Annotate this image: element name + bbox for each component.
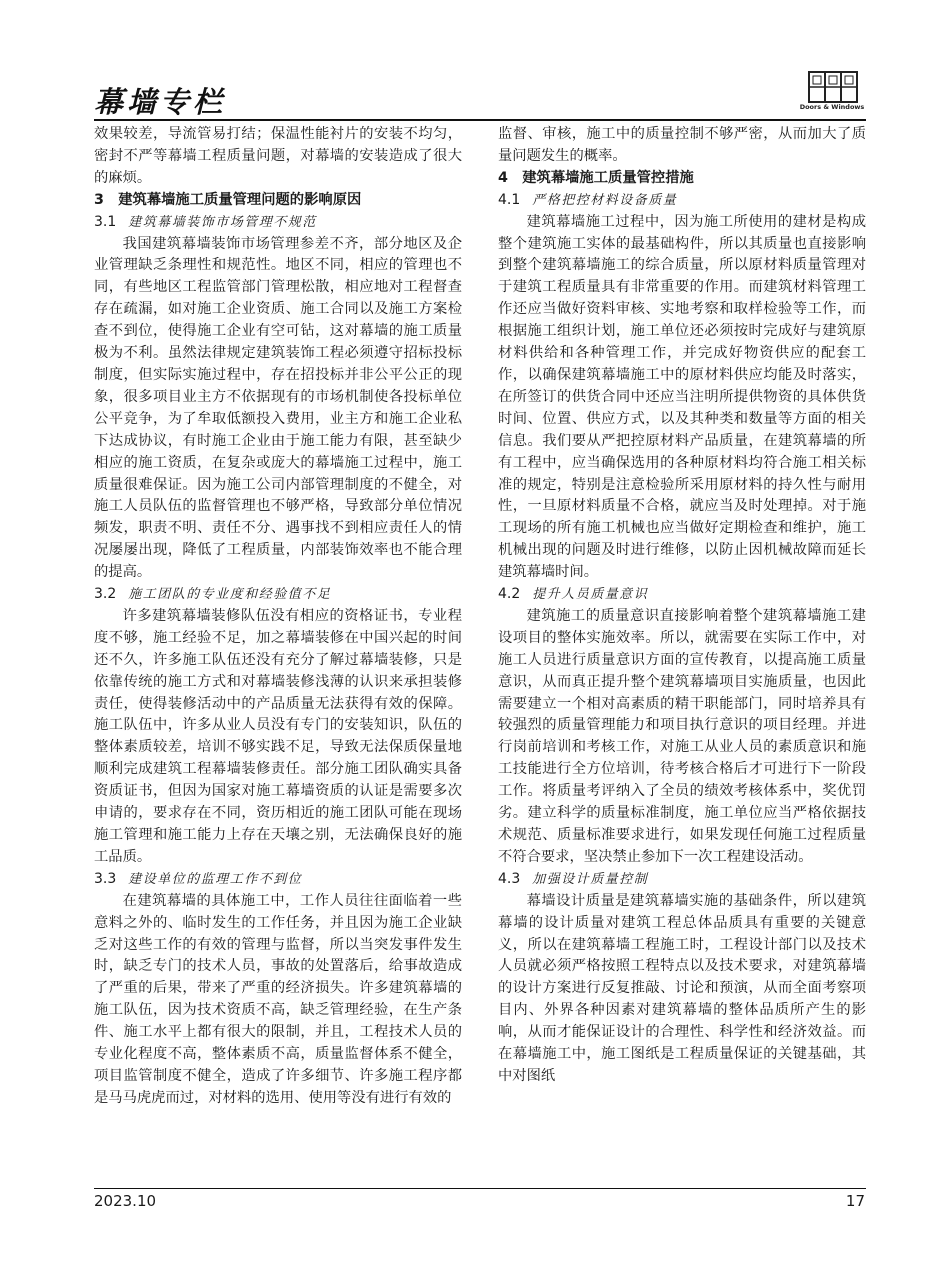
column-title: 幕墙专栏 bbox=[94, 85, 227, 119]
section-4-1-paragraph: 建筑幕墙施工过程中，因为施工所使用的建材是构成整个建筑施工实体的最基础构件，所以其质量也直接影响到整个建筑幕墙施工的综合质量，所以原材料质量管理对于建筑工程质量具有非常重要的作用。而建筑材料管理工作还应当做好资料审核、实地考察和取样检验等工作，而根据施工组织计划，施工单位还必须按时完成好与建筑原材料供给和各种管理工作，并完成好物资供应的配套工作，以确保建筑幕墙施工中的原材料供应均能及时落实，在所签订的供货合同中还应当注明所提供物资的具体供货时间、位置、供应方式，以及其种类和数量等方面的相关信息。我们要从严把控原材料产品质量，在建筑幕墙的所有工程中，应当确保选用的各种原材料均符合施工相关标准的规定，特别是注意检验所采用原材料的持久性与耐用性，一旦原材料质量不合格，就应当及时处理掉。对于施工现场的所有施工机械也应当做好定期检查和维护，施工机械出现的问题及时进行维修，以防止因机械故障而延长建筑幕墙时间。 bbox=[498, 213, 866, 581]
section-4-2-paragraph: 建筑施工的质量意识直接影响着整个建筑幕墙施工建设项目的整体实施效率。所以，就需要在实际工作中，对施工人员进行质量意识方面的宣传教育，以提高施工质量意识，从而真正提升整个建筑幕墙项目实施质量，也因此需要建立一个相对高素质的精干职能部门，同时培养具有较强烈的质量管理能力和项目执行意识的项目经理。并进行岗前培训和考核工作，对施工从业人员的素质意识和施工技能进行全方位培训，待考核合格后才可进行下一阶段工作。将质量考评纳入了全员的绩效考核体系中，奖优罚劣。建立科学的质量标准制度，施工单位应当严格依据技术规范、质量标准要求进行，如果发现任何施工过程质量不符合要求，坚决禁止参加下一次工程建设活动。 bbox=[498, 607, 866, 865]
page-number: 17 bbox=[845, 1192, 865, 1210]
section-number: 4.1 bbox=[498, 191, 521, 208]
section-title: 施工团队的专业度和经验值不足 bbox=[128, 587, 332, 603]
section-4-1-heading bbox=[498, 190, 866, 212]
section-4-3-paragraph: 幕墙设计质量是建筑幕墙实施的基础条件，所以建筑幕墙的设计质量对建筑工程总体品质具有重要的关键意义，所以在建筑幕墙工程施工时，工程设计部门以及技术人员就必须严格按照工程特点以及技术要求，对建筑幕墙的设计方案进行反复推敲、讨论和预演，从而全面考察项目内、外界各种因素对建筑幕墙的整体品质所产生的影响，从而才能保证设计的合理性、科学性和经济效益。而在幕墙施工中，施工图纸是工程质量保证的关键基础，其中对图纸 bbox=[498, 892, 866, 1084]
section-3-2-paragraph: 许多建筑幕墙装修队伍没有相应的资格证书，专业程度不够，施工经验不足，加之幕墙装修在中国兴起的时间还不久，许多施工队伍还没有充分了解过幕墙装修，只是依靠传统的施工方式和对幕墙装修浅薄的认识来承担装修责任，使得装修活动中的产品质量无法获得有效的保障。施工队伍中，许多从业人员没有专门的安装知识，队伍的整体素质较差，培训不够实践不足，导致无法保质保量地顺利完成建筑工程幕墙装修责任。部分施工团队确实具备资质证书，但因为国家对施工幕墙资质的认证是需要多次申请的，要求存在不同，资历相近的施工团队可能在现场施工管理和施工能力上存在天壤之别，无法确保良好的施工品质。 bbox=[94, 607, 462, 865]
issue-date: 2023.10 bbox=[94, 1192, 157, 1210]
section-title: 提升人员质量意识 bbox=[532, 587, 649, 603]
header-rule bbox=[94, 119, 866, 121]
section-3-heading: 3 建筑幕墙施工质量管理问题的影响原因 bbox=[94, 191, 362, 208]
section-number: 4.2 bbox=[498, 586, 521, 603]
section-3-1-paragraph: 我国建筑幕墙装饰市场管理参差不齐，部分地区及企业管理缺乏条理性和规范性。地区不同，相应的管理也不同，有些地区工程监管部门管理松散，相应地对工程督查存在疏漏，如对施工企业资质、施工合同以及施工方案检查不到位，使得施工企业有空可钻，这对幕墙的施工质量极为不利。虽然法律规定建筑装饰工程必须遵守招标投标制度，但实际实施过程中，存在招投标并非公平公正的现象，很多项目业主方不依据现有的市场机制使各投标单位公平竞争，为了牟取低额投入费用，业主方和施工企业私下达成协议，有时施工企业由于施工能力有限，甚至缺少相应的施工资质，在复杂或庞大的幕墙施工过程中，施工质量很难保证。因为施工公司内部管理制度的不健全，对施工人员队伍的监督管理也不够严格，导致部分单位情况频发，职责不明、责任不分、遇事找不到相应责任人的情况屡屡出现，降低了工程质量，内部装饰效率也不能合理的提高。 bbox=[94, 235, 462, 581]
section-number: 4.3 bbox=[498, 870, 521, 887]
section-3-3-heading bbox=[94, 869, 462, 891]
section-3-3-paragraph: 在建筑幕墙的具体施工中，工作人员往往面临着一些意料之外的、临时发生的工作任务，并且因为施工企业缺乏对这些工作的有效的管理与监督，所以当突发事件发生时，缺乏专门的技术人员，事故的处置落后，给事故造成了严重的后果，带来了严重的经济损失。许多建筑幕墙的施工队伍，因为技术资质不高，缺乏管理经验，在生产条件、施工水平上都有很大的限制，并且，工程技术人员的专业化程度不高，整体素质不高，质量监督体系不健全，项目监管制度不健全，造成了许多细节、许多施工程序都是马马虎虎而过，对材料的选用、使用等没有进行有效的 bbox=[94, 892, 462, 1106]
section-title: 加强设计质量控制 bbox=[532, 871, 649, 887]
section-3-1-heading bbox=[94, 212, 462, 234]
section-number: 3.3 bbox=[94, 870, 117, 887]
section-4-2-heading bbox=[498, 584, 866, 606]
section-title: 建筑幕墙装饰市场管理不规范 bbox=[128, 214, 317, 230]
right-column bbox=[498, 124, 866, 1088]
left-column bbox=[94, 124, 462, 1110]
paragraph-continued: 效果较差，导流管易打结；保温性能衬片的安装不均匀，密封不严等幕墙工程质量问题，对幕墙的安装造成了很大的麻烦。 bbox=[94, 126, 462, 186]
footer-rule bbox=[94, 1188, 866, 1189]
logo-text: Doors & Windows bbox=[799, 103, 865, 111]
page-header bbox=[0, 0, 950, 120]
section-number: 3.2 bbox=[94, 586, 117, 603]
section-number: 3.1 bbox=[94, 213, 117, 230]
section-title: 严格把控材料设备质量 bbox=[532, 192, 678, 208]
section-4-heading: 4 建筑幕墙施工质量管控措施 bbox=[498, 169, 694, 186]
section-title: 建设单位的监理工作不到位 bbox=[128, 871, 303, 887]
paragraph-continued: 监督、审核，施工中的质量控制不够严密，从而加大了质量问题发生的概率。 bbox=[498, 126, 866, 164]
section-4-3-heading bbox=[498, 869, 866, 891]
section-3-2-heading bbox=[94, 584, 462, 606]
